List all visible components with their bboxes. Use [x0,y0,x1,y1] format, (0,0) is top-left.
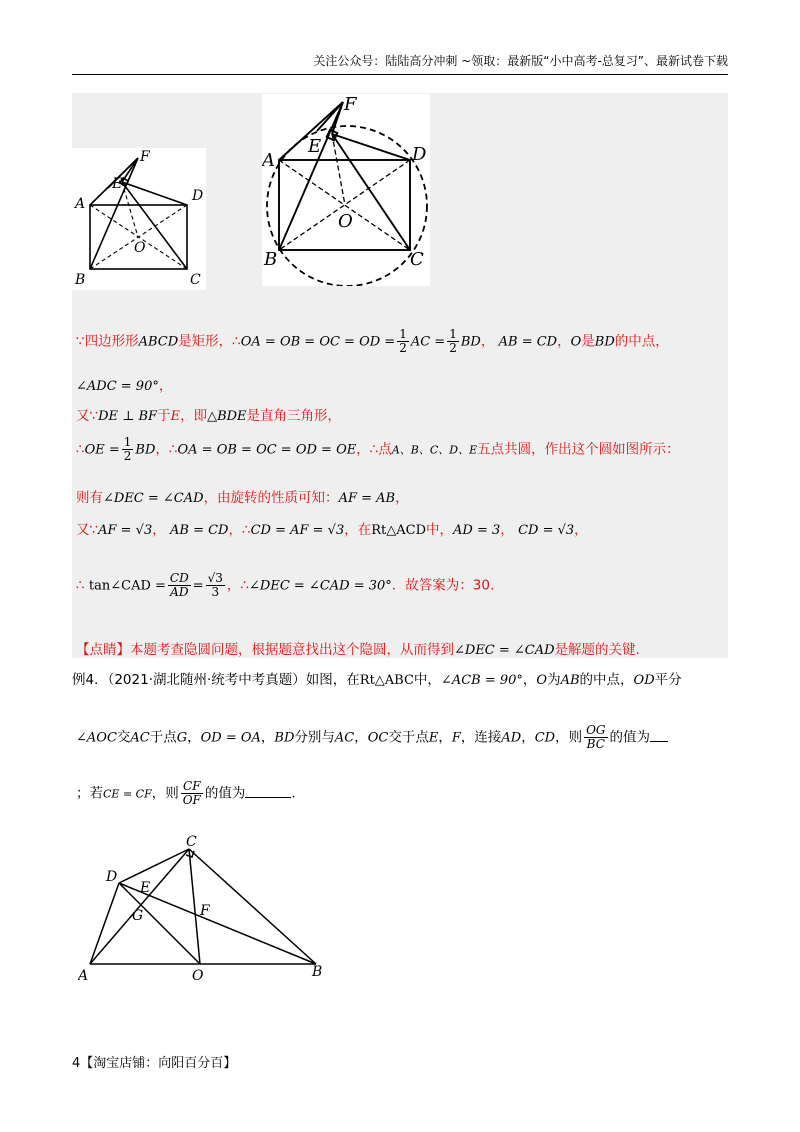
fig3-label-e: E [140,880,151,896]
figure-triangle [78,830,338,986]
fig1-label-f: F [140,149,150,165]
page-footer: 4【淘宝店铺：向阳百分百】 [72,1056,237,1071]
fig1-label-b: B [75,272,86,288]
fig2-label-d: D [412,144,427,165]
fig1-label-c: C [190,272,201,288]
page-header: 关注公众号：陆陆高分冲刺 ~领取：最新版“小中高考-总复习”、最新试卷下载 [72,52,728,75]
fraction-og-bc: $\frac{OG}{BC}$ [586,723,606,751]
solution-line-3: 又∵DE ⊥ BF于E，即△BDE是直角三角形， [76,408,342,424]
fig3-label-b: B [312,964,323,980]
solution-line-5: 则有∠DEC = ∠CAD，由旋转的性质可知：AF = AB， [76,490,409,506]
answer-blank-2[interactable] [245,797,291,798]
solution-line-7: ∴ tan∠CAD = $\frac{CD}{AD}$ = $\frac{√3}{3}$ ，∴∠DEC = ∠CAD = 30°．故答案为：30. [76,571,495,599]
fig2-label-e: E [308,136,322,157]
figure-rectangle-small [72,148,206,290]
fraction-half: $\frac{1}{2}$ [449,327,457,355]
fig1-label-a: A [75,196,86,212]
fraction-sqrt3-3: $\frac{√3}{3}$ [207,571,223,599]
example-line-2: ∠AOC交AC于点G，OD = OA，BD分别与AC，OC交于点E，F，连接AD，CD，则 $\frac{OG}{BC}$ 的值为 [76,724,668,751]
fig1-label-e: E [112,176,123,192]
answer-blank-1[interactable] [650,741,668,742]
example-line-3: ；若CE = CF，则 $\frac{CF}{OF}$ 的值为 . [76,779,296,807]
fraction-cf-of: $\frac{CF}{OF}$ [182,779,201,807]
solution-line-4: ∴OE = $\frac{1}{2}$ BD，∴OA = OB = OC = OD = OE，∴点A、B、C、D、E五点共圆，作出这个圆如图所示： [76,435,680,463]
fig2-label-b: B [264,249,278,270]
fig3-label-g: G [132,908,144,924]
fig1-label-d: D [192,188,204,204]
figure-circle [262,94,430,286]
fig3-label-d: D [106,869,118,885]
fig1-label-o: O [134,240,146,256]
fig2-label-a: A [262,150,275,171]
fig3-label-c: C [186,834,197,850]
fig2-label-f: F [344,94,357,115]
fraction-half: $\frac{1}{2}$ [123,435,132,463]
fig3-label-o: O [192,968,204,984]
fraction-cd-ad: $\frac{CD}{AD}$ [169,571,189,599]
solution-line-2: ∠ADC = 90°， [76,378,173,394]
fig2-label-o: O [338,211,353,232]
fig3-label-f: F [200,903,210,919]
solution-line-6: 又∵AF = √3， AB = CD，∴CD = AF = √3，在Rt△ACD中，AD = 3， CD = √3， [76,522,588,538]
fig3-label-a: A [78,968,89,984]
solution-line-1: ∵四边形形ABCD是矩形，∴OA = OB = OC = OD = $\frac{1}{2}$ AC = $\frac{1}{2}$ BD， AB = CD，O是BD的中点， [76,327,669,355]
fig2-label-c: C [410,249,424,270]
solution-remark: 【点睛】本题考查隐圆问题，根据题意找出这个隐圆，从而得到∠DEC = ∠CAD是解题的关键. [76,642,640,658]
example-line-1: 例4．（2021·湖北随州·统考中考真题）如图，在Rt△ABC中，∠ACB = 90°，O为AB的中点，OD平分 [72,672,682,688]
fraction-half: $\frac{1}{2}$ [399,327,407,355]
